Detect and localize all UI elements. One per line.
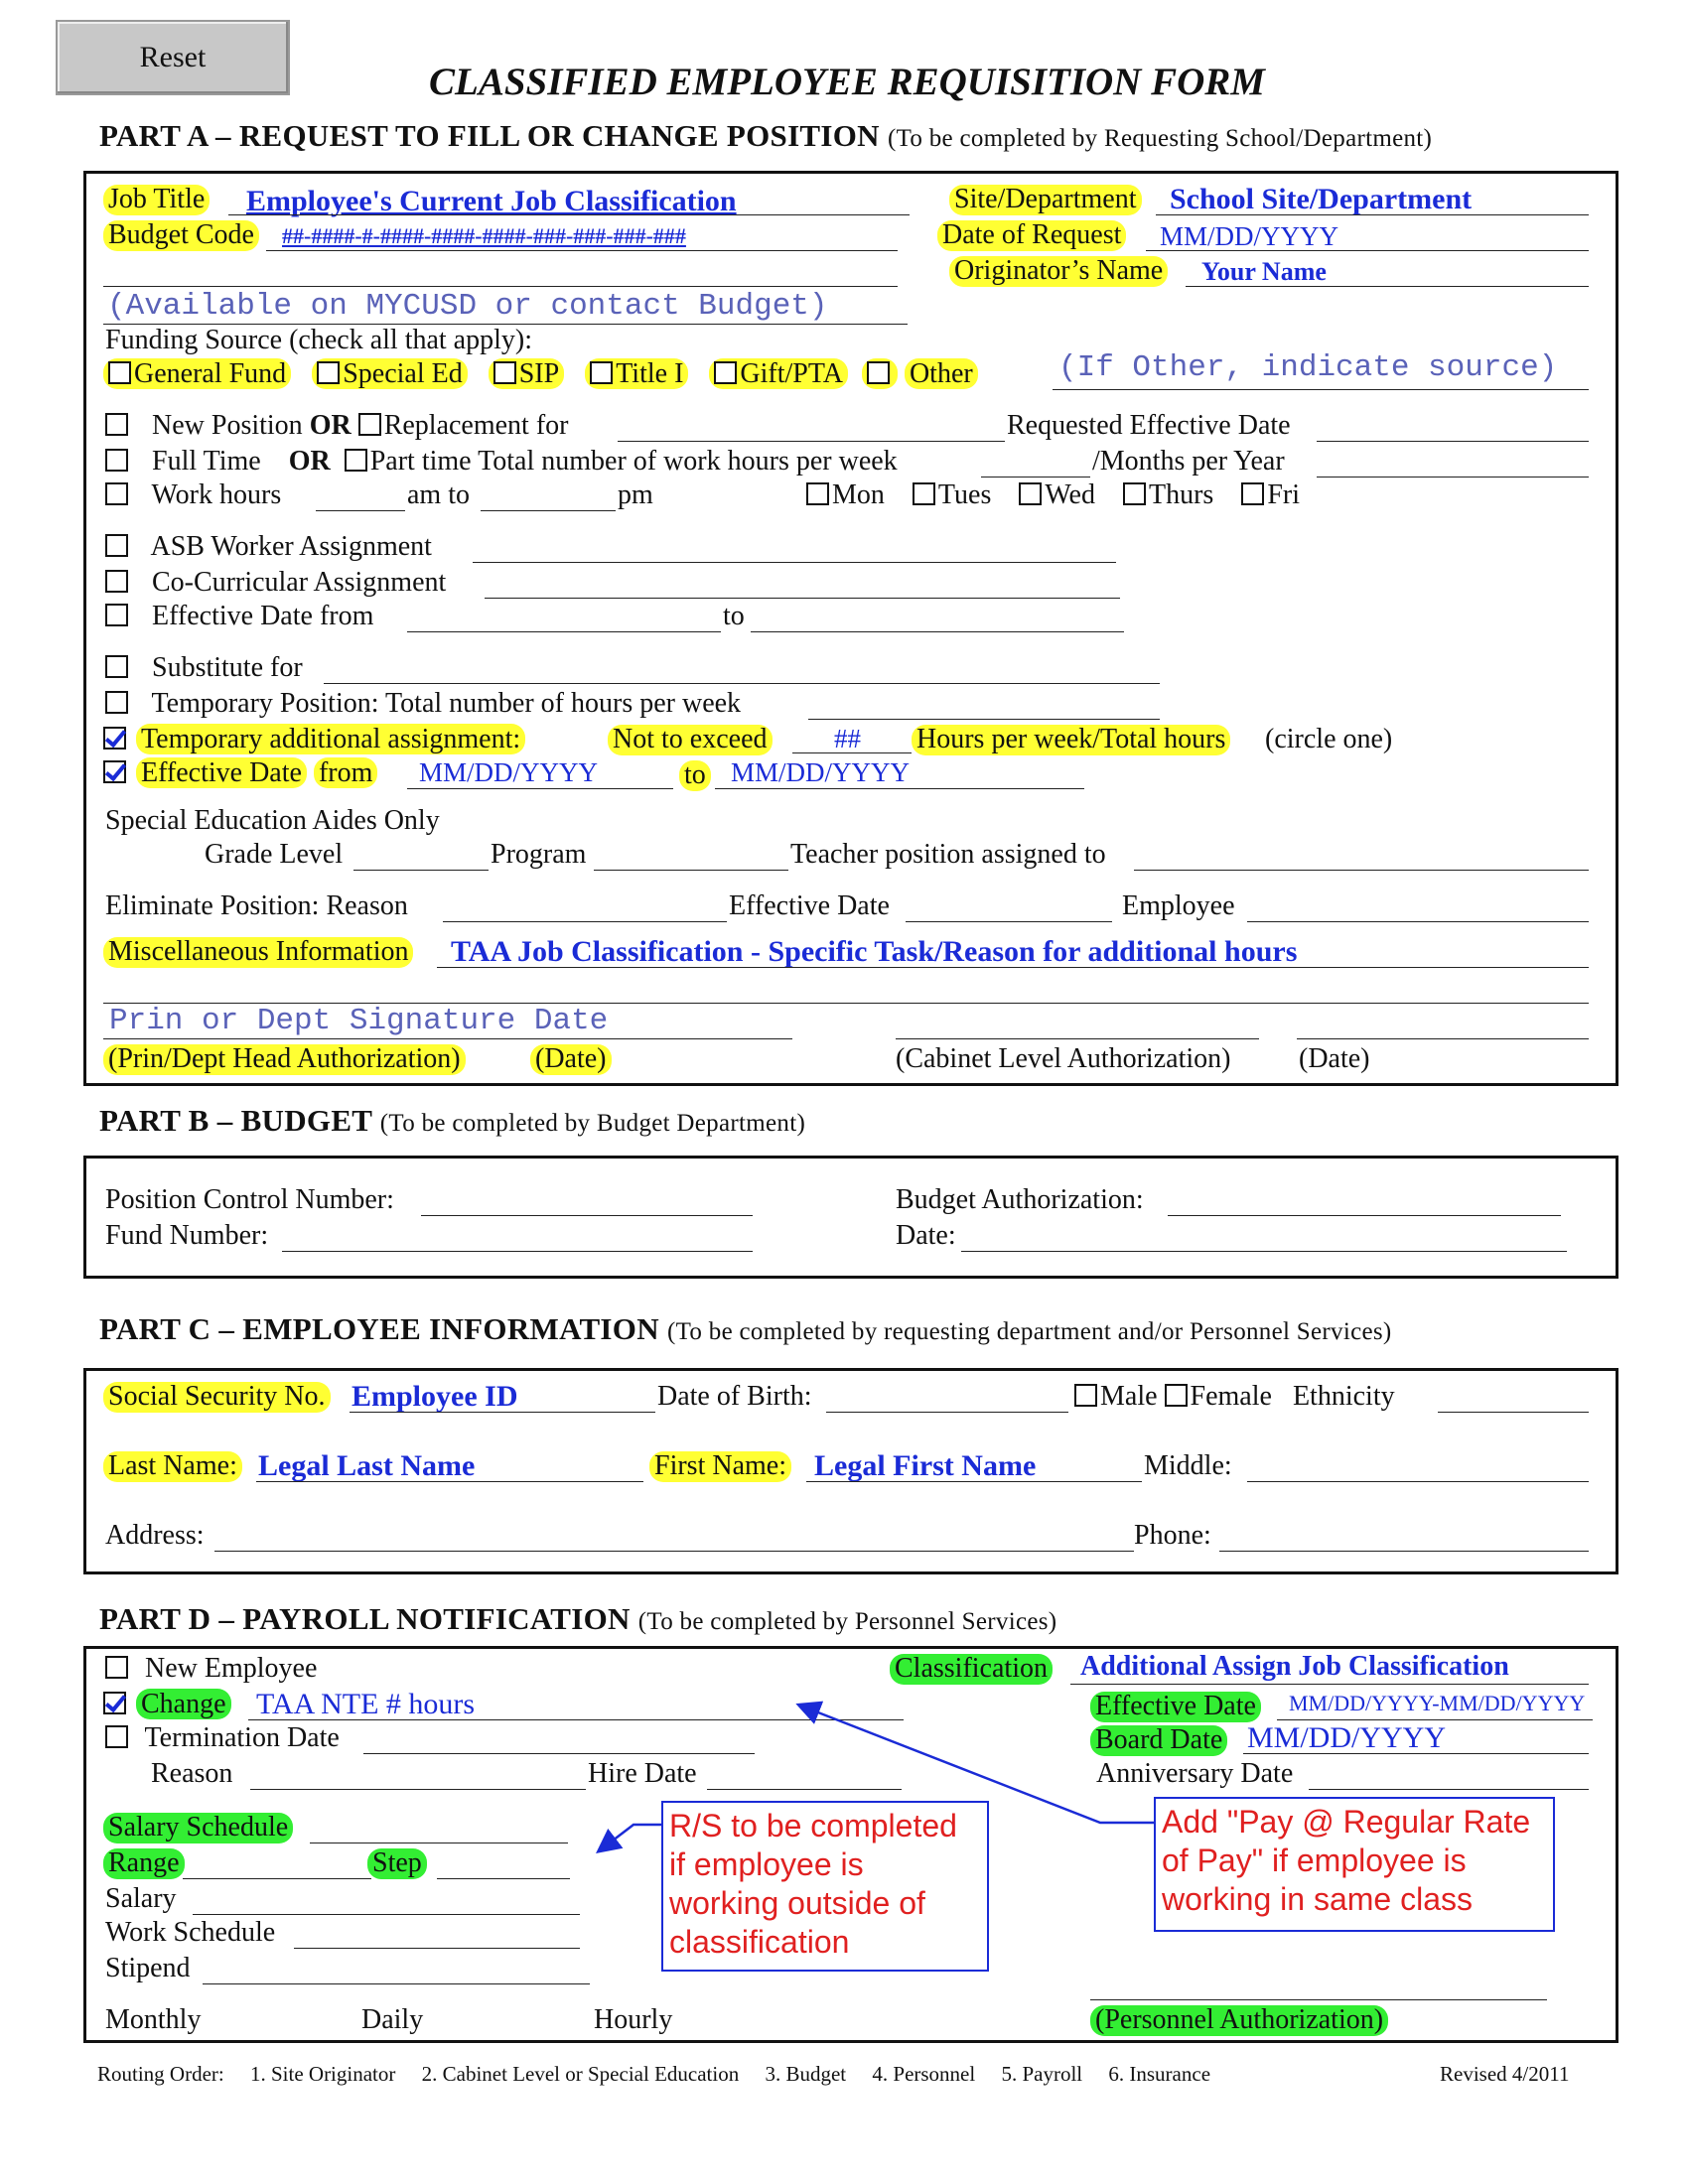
funding-other: Other [905, 358, 978, 389]
reset-button[interactable]: Reset [56, 20, 290, 95]
board-date-label: Board Date [1090, 1725, 1227, 1756]
job-title-label: Job Title [103, 185, 210, 215]
hours-value[interactable]: ## [834, 724, 861, 753]
part-a-heading: PART A – REQUEST TO FILL OR CHANGE POSITION (To be completed by Requesting School/Department) [99, 118, 1433, 153]
budget-code-label: Budget Code [103, 220, 259, 251]
other-source-input[interactable]: (If Other, indicate source) [1058, 350, 1558, 385]
circle-one: (circle one) [1265, 724, 1393, 754]
callout-left: R/S to be completed if employee is working outside of classification [661, 1801, 989, 1972]
eff-date-to-value[interactable]: MM/DD/YYYY [731, 757, 911, 787]
salary-schedule-label: Salary Schedule [103, 1813, 293, 1843]
eff-date-d-value[interactable]: MM/DD/YYYY-MM/DD/YYYY [1289, 1691, 1586, 1715]
footer-revised: Revised 4/2011 [1440, 2062, 1570, 2086]
form-title: CLASSIFIED EMPLOYEE REQUISITION FORM [429, 61, 1265, 103]
to2-label: to [679, 760, 711, 791]
address-label: Address: [105, 1520, 205, 1551]
cabinet-date-label: (Date) [1299, 1043, 1370, 1074]
date-request-label: Date of Request [937, 220, 1126, 251]
eliminate-label: Eliminate Position: Reason [105, 890, 408, 921]
not-exceed-label: Not to exceed [608, 725, 773, 755]
temp-add-row: Temporary additional assignment: [103, 725, 525, 755]
funding-title1[interactable]: Title I [585, 358, 688, 389]
last-name-label: Last Name: [103, 1451, 242, 1482]
personnel-auth-label: (Personnel Authorization) [1090, 2005, 1388, 2036]
ssn-value[interactable]: Employee ID [352, 1380, 518, 1413]
footer-routing: Routing Order: 1. Site Originator 2. Cabinet Level or Special Education 3. Budget 4. Personnel 5. Payroll 6. Insurance [97, 2062, 1211, 2086]
prin-auth-label: (Prin/Dept Head Authorization) [103, 1044, 466, 1075]
am-to-label: am to [407, 479, 470, 510]
months-label: /Months per Year [1092, 446, 1285, 477]
elim-eff-label: Effective Date [729, 890, 890, 921]
monthly-label: Monthly [105, 2004, 202, 2035]
originator-value[interactable]: Your Name [1201, 257, 1327, 286]
cabinet-auth-label: (Cabinet Level Authorization) [896, 1043, 1231, 1074]
new-position-row: New Position OR Replacement for [105, 411, 569, 442]
budget-date-label: Date: [896, 1220, 956, 1251]
hourly-label: Hourly [594, 2004, 673, 2035]
eff-date2-row: Effective Date from [103, 758, 377, 789]
eff-to-label: to [723, 601, 745, 631]
part-d-heading: PART D – PAYROLL NOTIFICATION (To be completed by Personnel Services) [99, 1601, 1057, 1636]
eff-from-row: Effective Date from [105, 602, 373, 632]
part-b-heading: PART B – BUDGET (To be completed by Budget Department) [99, 1103, 806, 1138]
budget-code-value[interactable]: ##-####-#-####-####-####-###-###-###-### [282, 223, 686, 248]
part-c-heading: PART C – EMPLOYEE INFORMATION (To be completed by requesting department and/or Personnel Services) [99, 1311, 1392, 1346]
budget-auth-label: Budget Authorization: [896, 1184, 1144, 1215]
reason-label: Reason [151, 1758, 233, 1789]
sped-only-label: Special Education Aides Only [105, 805, 440, 836]
last-name-value[interactable]: Legal Last Name [258, 1449, 476, 1482]
funding-gift[interactable]: Gift/PTA [709, 358, 848, 389]
callout-right: Add "Pay @ Regular Rate of Pay" if employee is working in same class [1154, 1797, 1555, 1932]
program-label: Program [491, 839, 587, 870]
prin-date-label: (Date) [530, 1044, 612, 1075]
classification-value[interactable]: Additional Assign Job Classification [1080, 1651, 1509, 1682]
gender-row: Male Female Ethnicity [1074, 1382, 1395, 1413]
temp-position-row: Temporary Position: Total number of hours per week [105, 689, 741, 720]
cocurr-row: Co-Curricular Assignment [105, 568, 446, 599]
termination-row: Termination Date [105, 1723, 340, 1754]
site-label: Site/Department [949, 185, 1142, 215]
change-value[interactable]: TAA NTE # hours [256, 1688, 476, 1720]
prin-signature[interactable]: Prin or Dept Signature Date [109, 1004, 609, 1038]
site-value[interactable]: School Site/Department [1170, 183, 1473, 215]
classification-label: Classification [890, 1654, 1053, 1685]
asb-row: ASB Worker Assignment [105, 532, 432, 563]
employee-label: Employee [1122, 890, 1235, 921]
change-row: Change [103, 1690, 231, 1720]
board-date-value[interactable]: MM/DD/YYYY [1247, 1721, 1447, 1754]
days-row: Mon Tues Wed Thurs Fri [806, 480, 1300, 511]
fund-label: Fund Number: [105, 1220, 269, 1251]
dob-label: Date of Birth: [657, 1381, 812, 1412]
eff-date-from-value[interactable]: MM/DD/YYYY [419, 757, 599, 787]
phone-label: Phone: [1134, 1520, 1211, 1551]
work-schedule-label: Work Schedule [105, 1917, 276, 1948]
misc-value[interactable]: TAA Job Classification - Specific Task/Reason for additional hours [451, 935, 1298, 968]
pcn-label: Position Control Number: [105, 1184, 394, 1215]
stipend-label: Stipend [105, 1953, 191, 1983]
substitute-row: Substitute for [105, 653, 303, 684]
step-label: Step [367, 1848, 427, 1879]
grade-level-label: Grade Level [205, 839, 344, 870]
funding-general[interactable]: General Fund [103, 358, 291, 389]
salary-label: Salary [105, 1883, 177, 1914]
hire-date-label: Hire Date [588, 1758, 697, 1789]
work-hours-row: Work hours [105, 480, 281, 511]
misc-label: Miscellaneous Information [103, 937, 413, 968]
originator-label: Originator’s Name [949, 256, 1168, 287]
eff-date-d-label: Effective Date [1090, 1692, 1261, 1722]
middle-label: Middle: [1144, 1450, 1232, 1481]
hours-per-label: Hours per week/Total hours [912, 725, 1230, 755]
anniversary-label: Anniversary Date [1096, 1758, 1294, 1789]
daily-label: Daily [361, 2004, 424, 2035]
ssn-label: Social Security No. [103, 1382, 331, 1413]
first-name-value[interactable]: Legal First Name [814, 1449, 1037, 1482]
req-eff-date-label: Requested Effective Date [1007, 410, 1291, 441]
job-title-value[interactable]: Employee's Current Job Classification [246, 185, 737, 217]
first-name-label: First Name: [649, 1451, 791, 1482]
funding-sip[interactable]: SIP [489, 358, 564, 389]
full-time-row: Full Time OR Part time Total number of work hours per week [105, 447, 898, 478]
range-label: Range [103, 1848, 185, 1879]
funding-sped[interactable]: Special Ed [312, 358, 468, 389]
teacher-label: Teacher position assigned to [790, 839, 1106, 870]
available-note: (Available on MYCUSD or contact Budget) [107, 289, 828, 324]
funding-label: Funding Source (check all that apply): [105, 325, 532, 355]
new-employee-row: New Employee [105, 1654, 317, 1685]
pm-label: pm [618, 479, 653, 510]
date-request-value[interactable]: MM/DD/YYYY [1160, 221, 1339, 251]
